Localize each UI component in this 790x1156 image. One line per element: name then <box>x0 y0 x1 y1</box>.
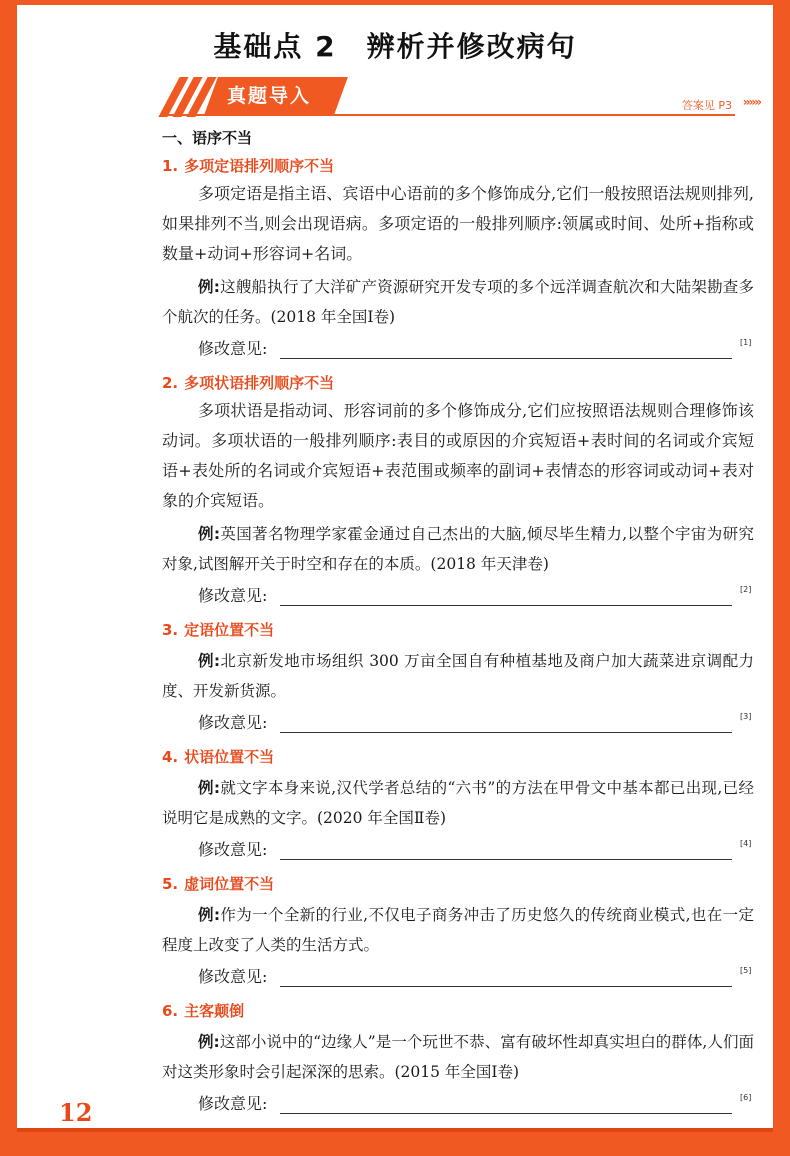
example-label: 例: <box>198 278 220 296</box>
example-text: 这艘船执行了大洋矿产资源研究开发专项的多个远洋调查航次和大陆架勘查多个航次的任务。(2018 年全国Ⅰ卷) <box>162 278 754 326</box>
banner-label: 真题导入 <box>227 85 312 107</box>
subsection-title <box>162 871 754 897</box>
section-banner <box>165 77 760 121</box>
example-text: 作为一个全新的行业,不仅电子商务冲击了历史悠久的传统商业模式,也在一定程度上改变了人类的生活方式。 <box>162 906 754 954</box>
answer-blank-line[interactable] <box>280 1113 732 1114</box>
revision-label: 修改意见: <box>198 840 268 859</box>
page-number: 12 <box>59 1098 93 1127</box>
example-text: 就文字本身来说,汉代学者总结的“六书”的方法在甲骨文中基本都已出现,已经说明它是成熟的文字。(2020 年全国Ⅱ卷) <box>162 779 754 827</box>
explanation-paragraph: 多项状语是指动词、形容词前的多个修饰成分,它们应按照语法规则合理修饰该动词。多项状语的一般排列顺序:表目的或原因的介宾短语+表时间的名词或介宾短语+表处所的名词或介宾短语+表范围或频率的副词+表情态的形容词或动词+表对象的介宾短语。 <box>162 401 754 510</box>
answer-blank-line[interactable] <box>280 358 732 359</box>
answer-blank-line[interactable] <box>280 605 732 606</box>
example-label: 例: <box>198 525 221 543</box>
example-text: 北京新发地市场组织 300 万亩全国自有种植基地及商户加大蔬菜进京调配力度、开发新货源。 <box>162 652 754 700</box>
banner-rule <box>165 114 735 116</box>
subsection-title-text: 主客颠倒 <box>184 1002 245 1020</box>
subsection-title-text: 多项状语排列顺序不当 <box>184 374 335 392</box>
example-sentence <box>162 900 754 960</box>
subsection-title-text: 状语位置不当 <box>184 748 275 766</box>
answer-reference-number: [1] <box>740 338 752 347</box>
example-sentence <box>162 646 754 706</box>
example-label: 例: <box>198 779 221 797</box>
answer-blank-line[interactable] <box>280 859 732 860</box>
explanation-paragraph: 多项定语是指主语、宾语中心语前的多个修饰成分,它们一般按照语法规则排列,如果排列不当,则会出现语病。多项定语的一般排列顺序:领属或时间、处所+指称或数量+动词+形容词+名词。 <box>162 184 754 263</box>
page-frame-bottom-line <box>17 1128 773 1132</box>
subsection-title <box>162 153 754 179</box>
subsection-title <box>162 998 754 1024</box>
revision-label: 修改意见: <box>198 967 268 986</box>
subsection-number: 3. <box>162 621 179 639</box>
subsection-list <box>162 151 754 1125</box>
revision-label: 修改意见: <box>198 1094 268 1113</box>
subsection-title-text: 虚词位置不当 <box>184 875 275 893</box>
example-text: 英国著名物理学家霍金通过自己杰出的大脑,倾尽毕生精力,以整个宇宙为研究对象,试图解开关于时空和存在的本质。(2018 年天津卷) <box>162 525 754 573</box>
example-label: 例: <box>198 906 221 924</box>
example-label: 例: <box>198 652 221 670</box>
page-title: 基础点 2 辨析并修改病句 <box>213 30 577 63</box>
revision-answer-row <box>162 1087 754 1121</box>
subsection-number: 1. <box>162 157 179 175</box>
revision-label: 修改意见: <box>198 586 268 605</box>
revision-label: 修改意见: <box>198 339 268 358</box>
subsection <box>162 998 754 1121</box>
revision-answer-row <box>162 579 754 613</box>
example-label: 例: <box>198 1033 220 1051</box>
revision-answer-row <box>162 706 754 740</box>
subsection-number: 4. <box>162 748 179 766</box>
subsection-title-text: 多项定语排列顺序不当 <box>184 157 335 175</box>
answer-reference-number: [6] <box>740 1093 752 1102</box>
page-frame-left <box>0 0 17 1142</box>
section-heading: 一、语序不当 <box>162 129 253 147</box>
example-sentence <box>162 773 754 833</box>
answer-reference-number: [5] <box>740 966 752 975</box>
subsection-title <box>162 370 754 396</box>
revision-label: 修改意见: <box>198 713 268 732</box>
answer-blank-line[interactable] <box>280 986 732 987</box>
revision-answer-row <box>162 833 754 867</box>
example-sentence <box>162 1027 754 1087</box>
subsection <box>162 153 754 366</box>
subsection <box>162 617 754 740</box>
page-frame-right <box>773 0 790 1142</box>
subsection-number: 5. <box>162 875 179 893</box>
revision-answer-row <box>162 960 754 994</box>
revision-answer-row <box>162 332 754 366</box>
subsection <box>162 370 754 613</box>
example-sentence <box>162 519 754 579</box>
answer-reference-number: [4] <box>740 839 752 848</box>
subsection-number: 6. <box>162 1002 179 1020</box>
example-text: 这部小说中的“边缘人”是一个玩世不恭、富有破坏性却真实坦白的群体,人们面对这类形象时会引起深深的思索。(2015 年全国Ⅰ卷) <box>162 1033 755 1081</box>
page-frame-bottom <box>0 1128 790 1156</box>
answer-reference-number: [3] <box>740 712 752 721</box>
answer-reference: 答案见 P3 <box>681 99 732 112</box>
subsection-title <box>162 744 754 770</box>
subsection-title-text: 定语位置不当 <box>184 621 275 639</box>
answer-reference-number: [2] <box>740 585 752 594</box>
arrows-icon: »»» <box>742 95 760 109</box>
answer-blank-line[interactable] <box>280 732 732 733</box>
subsection-title <box>162 617 754 643</box>
subsection <box>162 871 754 994</box>
page <box>17 5 773 1128</box>
example-sentence <box>162 272 754 332</box>
subsection <box>162 744 754 867</box>
subsection-number: 2. <box>162 374 179 392</box>
